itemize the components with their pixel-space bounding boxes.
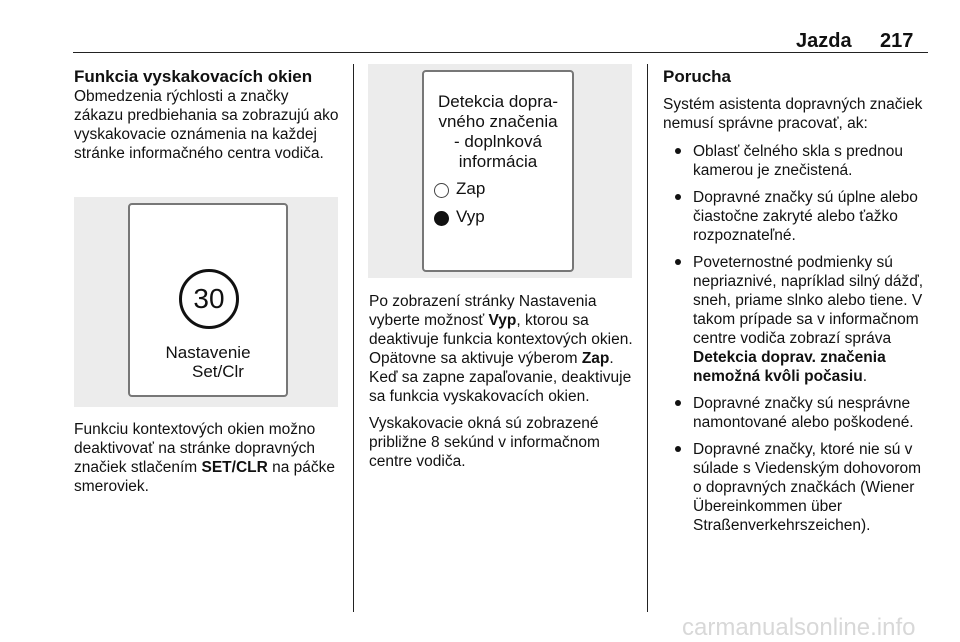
paragraph: Systém asistenta dopravných značiek nemusí správne pracovať, ak:	[663, 96, 923, 132]
radio-filled-icon	[434, 211, 449, 226]
speed-setting-illustration	[74, 197, 338, 407]
paragraph: Obmedzenia rýchlosti a značky zákazu predbiehania sa zobrazujú ako vyskakovacie oznámenia na každej stránke informačného centra vodiča.	[74, 88, 339, 162]
speed-limit-sign-icon: 30	[179, 269, 239, 329]
header-rule	[73, 52, 928, 53]
text-run: Poveternostné podmienky sú nepriaznivé, napríklad silný dážď, sneh, priame slnko alebo tiene. V takom prípade sa v informačnom centre vodiča zobrazí správa	[693, 254, 924, 347]
paragraph	[369, 292, 637, 406]
traffic-sign-menu-illustration	[368, 64, 632, 278]
list-item	[663, 253, 929, 386]
list-item: Dopravné značky, ktoré nie sú v súlade s Viedenským dohovorom o dopravných značkách (Wiener Übereinkommen über Straßenverkehrszeichen).	[663, 440, 929, 535]
column-divider-2	[647, 64, 648, 612]
menu-title-line1: Detekcia dopra-	[437, 92, 558, 111]
list-item: Dopravné značky sú úplne alebo čiastočne zakryté alebo ťažko rozpoznateľné.	[663, 188, 929, 245]
button-reference: SET/CLR	[201, 459, 268, 476]
watermark: carmanualsonline.info	[682, 614, 916, 641]
fault-list	[663, 142, 929, 535]
menu-title-line2: vného značenia	[438, 112, 558, 131]
option-reference: Vyp	[488, 312, 517, 329]
column-2	[369, 292, 637, 471]
option-reference: Zap	[581, 350, 610, 367]
menu-title-line4: informácia	[458, 152, 538, 171]
section-heading-fault: Porucha	[663, 67, 732, 86]
page-number: 217	[880, 30, 914, 52]
text-run: Po zobrazení stránky Nastavenia vyberte možnosť	[369, 293, 597, 329]
page-header-title: Jazda	[796, 30, 852, 52]
illustration-caption-line1: Nastavenie	[165, 343, 251, 362]
list-item: Dopravné značky sú nesprávne namontované alebo poškodené.	[663, 394, 929, 432]
option-off-label: Vyp	[456, 207, 485, 226]
column-1-lower	[74, 420, 340, 496]
radio-empty-icon	[434, 183, 449, 198]
text-run: . Keď sa zapne zapaľovanie, deaktivuje sa funkcia vyskakovacích okien.	[369, 350, 632, 405]
column-divider-1	[353, 64, 354, 612]
option-on-label: Zap	[456, 179, 486, 198]
list-item: Oblasť čelného skla s prednou kamerou je znečistená.	[663, 142, 929, 180]
menu-title-line3: - doplnková	[454, 132, 542, 151]
display-frame	[128, 203, 288, 397]
text-run: .	[862, 368, 867, 385]
text-run: na páčke smeroviek.	[74, 459, 336, 495]
text-run: Funkciu kontextových okien možno deaktivovať na stránke dopravných značiek stlačením	[74, 421, 316, 476]
text-run: , ktorou sa deaktivuje funkcia kontextových okien. Opätovne sa aktivuje výberom	[369, 312, 633, 367]
message-reference: Detekcia doprav. značenia nemožná kvôli počasiu	[693, 349, 886, 385]
display-frame	[422, 70, 574, 272]
paragraph: Vyskakovacie okná sú zobrazené približne 8 sekúnd v informačnom centre vodiča.	[369, 415, 600, 470]
section-heading-popup: Funkcia vyskakovacích okien	[74, 67, 313, 86]
column-1	[74, 66, 340, 163]
illustration-caption-line2: Set/Clr	[192, 362, 244, 381]
paragraph	[74, 420, 340, 496]
column-3	[663, 66, 929, 543]
